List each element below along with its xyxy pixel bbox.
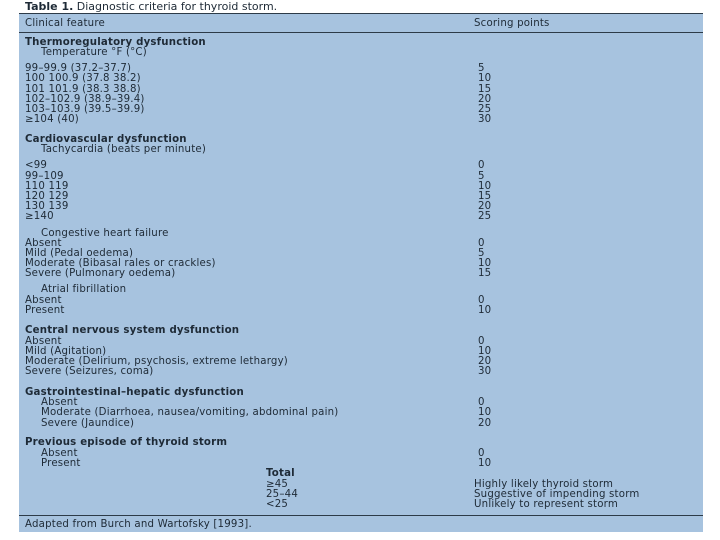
bottom-rule bbox=[19, 515, 703, 516]
row-label: Mild (Pedal oedema) bbox=[25, 248, 134, 259]
row-points: 20 bbox=[478, 94, 492, 105]
table-footnote: Adapted from Burch and Wartofsky [1993]. bbox=[25, 519, 252, 530]
total-range: 25–44 bbox=[266, 489, 299, 500]
header-rule bbox=[19, 32, 703, 33]
row-points: 0 bbox=[478, 336, 485, 347]
header-clinical-feature: Clinical feature bbox=[25, 18, 105, 29]
row-label: Absent bbox=[41, 397, 78, 408]
row-label: 103–103.9 (39.5–39.9) bbox=[25, 104, 145, 115]
total-label: Total bbox=[266, 468, 295, 479]
row-points: 10 bbox=[478, 258, 492, 269]
row-label: 99–109 bbox=[25, 171, 64, 182]
row-points: 0 bbox=[478, 448, 485, 459]
row-points: 5 bbox=[478, 248, 485, 259]
row-label: 130 139 bbox=[25, 201, 69, 212]
row-label: ≥140 bbox=[25, 211, 54, 222]
row-label: 120 129 bbox=[25, 191, 69, 202]
total-meaning: Suggestive of impending storm bbox=[474, 489, 640, 500]
section-title-thermoregulatory: Thermoregulatory dysfunction bbox=[25, 37, 206, 48]
total-meaning: Highly likely thyroid storm bbox=[474, 479, 614, 490]
section-title-cns: Central nervous system dysfunction bbox=[25, 325, 240, 336]
row-points: 15 bbox=[478, 84, 492, 95]
row-label: 110 119 bbox=[25, 181, 69, 192]
header-scoring-points: Scoring points bbox=[474, 18, 550, 29]
row-label: 100 100.9 (37.8 38.2) bbox=[25, 73, 141, 84]
row-points: 0 bbox=[478, 397, 485, 408]
row-label: 99–99.9 (37.2–37.7) bbox=[25, 63, 132, 74]
row-label: <99 bbox=[25, 160, 48, 171]
row-label: Moderate (Diarrhoea, nausea/vomiting, abdominal pain) bbox=[41, 407, 339, 418]
row-label: ≥104 (40) bbox=[25, 114, 79, 125]
row-points: 30 bbox=[478, 366, 492, 377]
row-points: 10 bbox=[478, 73, 492, 84]
top-rule bbox=[19, 13, 703, 14]
row-points: 5 bbox=[478, 63, 485, 74]
row-points: 30 bbox=[478, 114, 492, 125]
row-label: 102–102.9 (38.9–39.4) bbox=[25, 94, 145, 105]
row-points: 20 bbox=[478, 356, 492, 367]
table-caption bbox=[25, 0, 277, 13]
row-label: Absent bbox=[25, 295, 62, 306]
caption-label: Table 1. bbox=[25, 0, 74, 13]
row-points: 10 bbox=[478, 305, 492, 316]
row-points: 0 bbox=[478, 238, 485, 249]
row-points: 0 bbox=[478, 160, 485, 171]
subheading-tachycardia: Tachycardia (beats per minute) bbox=[41, 144, 207, 155]
row-points: 20 bbox=[478, 418, 492, 429]
row-points: 10 bbox=[478, 346, 492, 357]
total-range: <25 bbox=[266, 499, 289, 510]
row-label: Absent bbox=[25, 238, 62, 249]
subheading-temperature: Temperature °F (°C) bbox=[41, 47, 147, 58]
row-points: 10 bbox=[478, 181, 492, 192]
row-points: 20 bbox=[478, 201, 492, 212]
row-label: Moderate (Delirium, psychosis, extreme lethargy) bbox=[25, 356, 288, 367]
row-label: Severe (Pulmonary oedema) bbox=[25, 268, 176, 279]
row-points: 10 bbox=[478, 407, 492, 418]
row-points: 15 bbox=[478, 191, 492, 202]
section-title-gi-hepatic: Gastrointestinal–hepatic dysfunction bbox=[25, 387, 244, 398]
row-label: Severe (Jaundice) bbox=[41, 418, 135, 429]
row-label: Severe (Seizures, coma) bbox=[25, 366, 154, 377]
section-title-previous-episode: Previous episode of thyroid storm bbox=[25, 437, 228, 448]
row-points: 15 bbox=[478, 268, 492, 279]
row-label: Absent bbox=[41, 448, 78, 459]
row-label: 101 101.9 (38.3 38.8) bbox=[25, 84, 141, 95]
row-points: 25 bbox=[478, 104, 492, 115]
row-label: Absent bbox=[25, 336, 62, 347]
caption-text: Diagnostic criteria for thyroid storm. bbox=[76, 0, 278, 13]
row-points: 10 bbox=[478, 458, 492, 469]
total-meaning: Unlikely to represent storm bbox=[474, 499, 619, 510]
row-label: Moderate (Bibasal rales or crackles) bbox=[25, 258, 216, 269]
section-title-cardiovascular: Cardiovascular dysfunction bbox=[25, 134, 187, 145]
row-label: Present bbox=[25, 305, 65, 316]
row-label: Present bbox=[41, 458, 81, 469]
subheading-atrial-fibrillation: Atrial fibrillation bbox=[41, 284, 127, 295]
row-label: Mild (Agitation) bbox=[25, 346, 107, 357]
row-points: 25 bbox=[478, 211, 492, 222]
row-points: 0 bbox=[478, 295, 485, 306]
subheading-congestive-heart-failure: Congestive heart failure bbox=[41, 228, 169, 239]
total-range: ≥45 bbox=[266, 479, 289, 490]
row-points: 5 bbox=[478, 171, 485, 182]
